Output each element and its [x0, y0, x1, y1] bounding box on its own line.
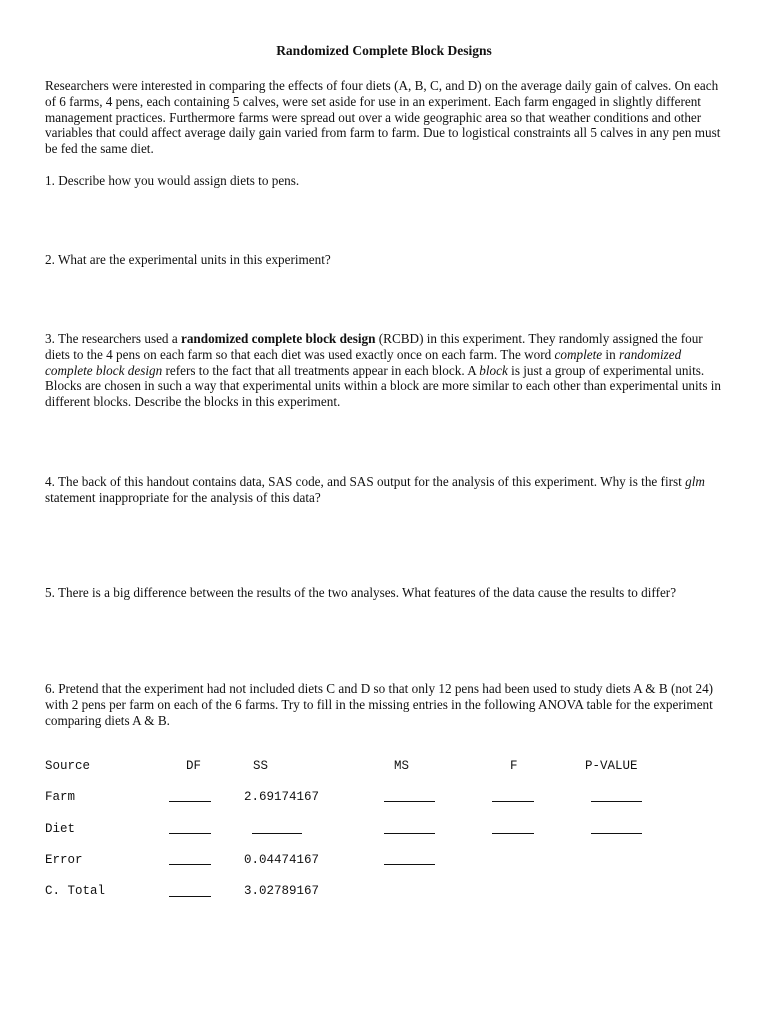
question-1: 1. Describe how you would assign diets to pens.: [45, 173, 300, 188]
question-2: 2. What are the experimental units in this experiment?: [45, 252, 331, 267]
q4-glm-term: glm: [685, 474, 705, 489]
q3-rcbd-term: randomized complete block design: [180, 331, 376, 346]
header-ms: MS: [394, 759, 410, 773]
page-title: Randomized Complete Block Designs: [276, 43, 492, 58]
blank-diet-pvalue[interactable]: [591, 833, 642, 834]
row-source-total: C. Total: [45, 884, 106, 898]
q3-text: in: [602, 346, 619, 362]
row-ss-error: 0.04474167: [244, 853, 320, 867]
q3-text: refers to the fact that all treatments appear in each block. A: [162, 362, 480, 378]
header-f: F: [510, 759, 518, 773]
row-ss-farm: 2.69174167: [244, 790, 320, 804]
blank-farm-pvalue[interactable]: [591, 801, 642, 802]
blank-diet-ss[interactable]: [252, 833, 302, 834]
row-source-error: Error: [45, 853, 83, 867]
blank-farm-df[interactable]: [169, 801, 211, 802]
row-ss-total: 3.02789167: [244, 884, 320, 898]
blank-farm-f[interactable]: [492, 801, 534, 802]
intro-paragraph: Researchers were interested in comparing the effects of four diets (A, B, C, and D) on the average daily gain of calves. On each of 6 farms, 4 pens, each containing 5 calves, were set aside for use in an experiment. Each farm engaged in slightly different management practices. Furthermore farms were spread out over a wide geographic area so that weather conditions and other variables that could affect average daily gain varied from farm to farm. Due to logistical constraints all 5 calves in any pen must be fed the same diet.: [45, 78, 721, 157]
row-source-diet: Diet: [45, 822, 76, 836]
row-source-farm: Farm: [45, 790, 76, 804]
header-pvalue: P-VALUE: [585, 759, 638, 773]
header-df: DF: [186, 759, 202, 773]
blank-farm-ms[interactable]: [384, 801, 435, 802]
blank-diet-df[interactable]: [169, 833, 211, 834]
q3-block-term: block: [479, 362, 508, 378]
q3-text: 3. The researchers used a: [45, 331, 181, 346]
q3-text: (RCBD) in this experiment. They randomly assigned the four diets to the 4 pens on each farm so that each diet was used exactly once on each farm. The word: [45, 331, 703, 362]
question-5: 5. There is a big difference between the results of the two analyses. What features of the data cause the results to differ?: [45, 585, 677, 600]
q3-text: is just a group of experimental units. Blocks are chosen in such a way that experimental units within a block are more similar to each other than experimental units in different blocks. Describe the blocks in this experiment.: [45, 362, 722, 410]
blank-error-ms[interactable]: [384, 864, 435, 865]
header-ss: SS: [253, 759, 269, 773]
blank-error-df[interactable]: [169, 864, 211, 865]
blank-diet-f[interactable]: [492, 833, 534, 834]
blank-diet-ms[interactable]: [384, 833, 435, 834]
header-source: Source: [45, 759, 91, 773]
q3-complete-term: complete: [554, 346, 603, 362]
q4-text: 4. The back of this handout contains data, SAS code, and SAS output for the analysis of this experiment. Why is the first: [45, 474, 686, 489]
q3-rcbd-italic: randomized complete block design: [45, 346, 682, 378]
question-6: 6. Pretend that the experiment had not included diets C and D so that only 12 pens had been used to study diets A & B (not 24) with 2 pens per farm on each of the 6 farms. Try to fill in the missing entries in the following ANOVA table for the experiment comparing diets A & B.: [45, 681, 714, 728]
q4-text: statement inappropriate for the analysis of this data?: [45, 489, 321, 505]
blank-total-df[interactable]: [169, 896, 211, 897]
